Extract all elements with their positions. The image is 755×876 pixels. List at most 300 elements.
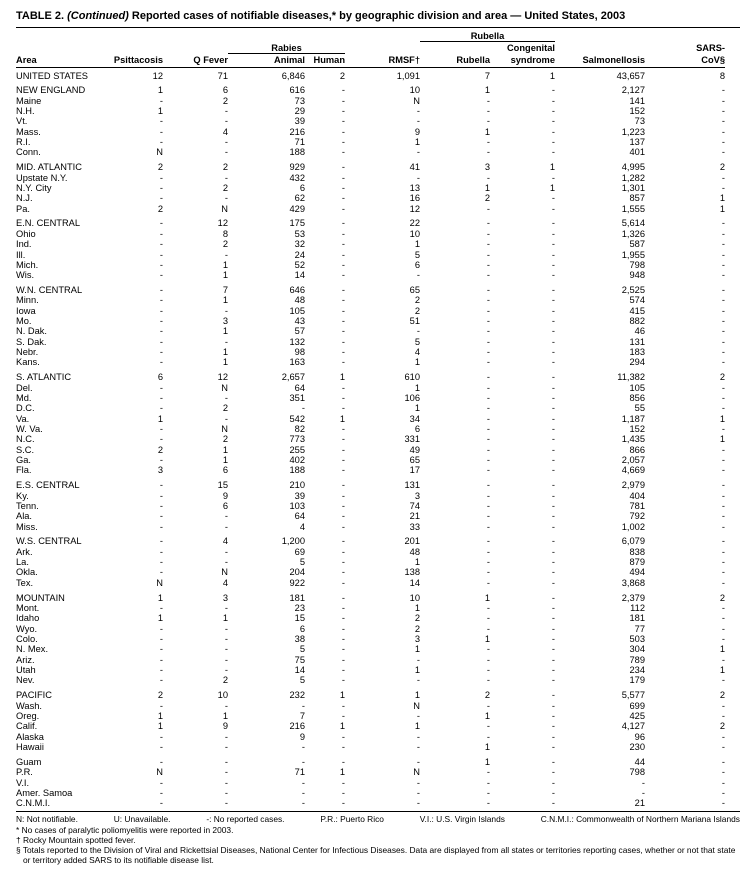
value-cell: 152 — [629, 424, 645, 434]
value-cell: - — [721, 147, 725, 158]
col-header-q-fever: Q Fever — [163, 53, 228, 67]
value-cell: - — [341, 106, 345, 117]
value-cell: - — [551, 557, 555, 568]
value-cell: 179 — [629, 675, 645, 686]
value-cell: 5 — [299, 644, 305, 655]
value-cell: 1 — [414, 239, 420, 250]
table-body — [16, 67, 725, 809]
header-row-rabies-group — [16, 41, 725, 53]
value-cell: 1 — [549, 70, 555, 81]
value-cell: - — [224, 521, 228, 532]
value-cell: - — [721, 336, 725, 347]
value-cell: - — [486, 218, 490, 229]
value-cell: - — [341, 592, 345, 603]
value-cell: - — [341, 316, 345, 327]
value-cell: - — [551, 592, 555, 603]
value-cell: - — [341, 116, 345, 127]
value-cell: - — [341, 665, 345, 676]
value-cell: - — [486, 203, 490, 214]
value-cell: - — [224, 172, 228, 183]
value-cell: - — [224, 137, 228, 148]
value-cell: 2 — [222, 162, 228, 173]
value-cell: 789 — [629, 654, 645, 665]
area-cell: N. Dak. — [16, 326, 47, 337]
area-cell: W.S. CENTRAL — [16, 536, 82, 547]
value-cell: 3 — [222, 592, 228, 603]
value-cell: - — [486, 700, 490, 711]
value-cell: 2 — [719, 162, 725, 173]
area-cell: Kans. — [16, 357, 40, 368]
table-title-prefix: TABLE 2. — [16, 10, 65, 22]
value-cell: - — [159, 536, 163, 547]
value-cell: 96 — [634, 731, 645, 742]
value-cell: - — [551, 613, 555, 624]
table-row — [16, 686, 725, 701]
value-cell: - — [224, 413, 228, 424]
value-cell: - — [224, 731, 228, 742]
value-cell: 29 — [294, 106, 305, 117]
value-cell: - — [159, 316, 163, 327]
value-cell: - — [159, 347, 163, 358]
value-cell: 175 — [289, 218, 305, 229]
value-cell: - — [551, 228, 555, 239]
value-cell: 216 — [289, 721, 305, 732]
table-row — [16, 588, 725, 603]
area-cell: Utah — [16, 665, 36, 676]
value-cell: - — [721, 511, 725, 522]
value-cell: - — [486, 259, 490, 270]
table-row — [16, 532, 725, 547]
value-cell: - — [159, 228, 163, 239]
value-cell: 7 — [222, 285, 228, 296]
value-cell: 2 — [157, 203, 163, 214]
value-cell: - — [341, 567, 345, 578]
table-row — [16, 81, 725, 96]
value-cell: - — [551, 424, 555, 434]
value-cell: 77 — [634, 623, 645, 634]
value-cell: 2 — [719, 592, 725, 603]
value-cell: - — [551, 444, 555, 455]
value-cell: 4 — [222, 126, 228, 137]
value-cell: 294 — [629, 357, 645, 368]
value-cell: - — [159, 798, 163, 809]
value-cell: 216 — [289, 126, 305, 137]
value-cell: - — [159, 270, 163, 281]
value-cell: 138 — [404, 567, 420, 578]
col-header-rabies-human: Human — [305, 53, 345, 67]
value-cell: - — [159, 777, 163, 788]
value-cell: 2 — [719, 721, 725, 732]
value-cell: - — [721, 249, 725, 260]
congenital-header-line1: Congenital — [506, 43, 555, 53]
value-cell: 1 — [484, 182, 490, 193]
value-cell: 48 — [294, 295, 305, 306]
value-cell: 1,955 — [621, 249, 645, 260]
value-cell: - — [301, 787, 305, 798]
value-cell: 1 — [222, 455, 228, 466]
value-cell: - — [641, 787, 645, 798]
table-row — [16, 173, 725, 183]
value-cell: - — [551, 455, 555, 466]
value-cell: - — [159, 654, 163, 665]
area-cell: Miss. — [16, 521, 38, 532]
value-cell: - — [721, 85, 725, 96]
value-cell: - — [416, 270, 420, 281]
value-cell: - — [721, 634, 725, 645]
value-cell: - — [486, 731, 490, 742]
value-cell: - — [486, 613, 490, 624]
value-cell: 234 — [629, 665, 645, 676]
value-cell: - — [721, 218, 725, 229]
value-cell: 62 — [294, 193, 305, 204]
col-header-rmsf: RMSF† — [345, 53, 420, 67]
value-cell: 1 — [414, 665, 420, 676]
value-cell: - — [721, 305, 725, 316]
value-cell: - — [486, 172, 490, 183]
value-cell: - — [486, 147, 490, 158]
area-cell: Tex. — [16, 577, 34, 588]
value-cell: 2 — [222, 434, 228, 445]
table-row — [16, 788, 725, 798]
value-cell: - — [416, 172, 420, 183]
value-cell: 49 — [409, 444, 420, 455]
value-cell: - — [341, 228, 345, 239]
value-cell: - — [721, 521, 725, 532]
value-cell: 6 — [299, 182, 305, 193]
value-cell: - — [551, 218, 555, 229]
value-cell: 13 — [409, 182, 420, 193]
value-cell: - — [486, 137, 490, 148]
value-cell: 1 — [484, 126, 490, 137]
value-cell: 5 — [414, 249, 420, 260]
value-cell: 105 — [289, 305, 305, 316]
value-cell: 2 — [222, 403, 228, 414]
table-row — [16, 414, 725, 424]
value-cell: 5 — [299, 675, 305, 686]
area-cell: Nebr. — [16, 347, 39, 358]
value-cell: - — [341, 536, 345, 547]
value-cell: 48 — [409, 546, 420, 557]
value-cell: - — [224, 249, 228, 260]
value-cell: - — [416, 106, 420, 117]
value-cell: 429 — [289, 203, 305, 214]
value-cell: - — [721, 500, 725, 511]
table-row — [16, 337, 725, 347]
value-cell: 1 — [339, 721, 345, 732]
value-cell: - — [159, 480, 163, 491]
value-cell: 1,326 — [621, 228, 645, 239]
value-cell: 112 — [630, 603, 645, 613]
value-cell: - — [224, 147, 228, 158]
value-cell: - — [416, 675, 420, 686]
value-cell: - — [341, 603, 345, 613]
value-cell: 1 — [157, 721, 163, 732]
value-cell: - — [721, 567, 725, 578]
value-cell: - — [721, 182, 725, 193]
area-cell: Okla. — [16, 567, 38, 578]
value-cell: 432 — [289, 172, 305, 183]
value-cell: 1 — [414, 137, 420, 148]
value-cell: - — [341, 162, 345, 173]
area-cell: Ind. — [16, 239, 32, 250]
value-cell: - — [486, 654, 490, 665]
value-cell: 882 — [629, 316, 645, 327]
table-row — [16, 675, 725, 685]
value-cell: - — [159, 500, 163, 511]
value-cell: - — [486, 116, 490, 127]
area-cell: E.N. CENTRAL — [16, 218, 81, 229]
value-cell: - — [486, 424, 490, 434]
value-cell: 21 — [634, 798, 645, 809]
value-cell: 2 — [157, 162, 163, 173]
value-cell: - — [486, 239, 490, 250]
value-cell: 1,555 — [621, 203, 645, 214]
value-cell: - — [159, 382, 163, 393]
area-cell: Ala. — [16, 511, 33, 522]
value-cell: - — [721, 490, 725, 501]
value-cell: - — [551, 654, 555, 665]
value-cell: - — [486, 403, 490, 414]
value-cell: 2,525 — [621, 285, 645, 296]
value-cell: - — [224, 193, 228, 204]
abbreviation-item: V.I.: U.S. Virgin Islands — [419, 813, 505, 824]
value-cell: 6 — [414, 259, 420, 270]
value-cell: 1 — [222, 270, 228, 281]
abbreviation-item: U: Unavailable. — [113, 813, 171, 824]
value-cell: 132 — [289, 336, 305, 347]
value-cell: 1,282 — [621, 172, 645, 183]
value-cell: 1 — [719, 434, 725, 445]
value-cell: - — [551, 644, 555, 655]
value-cell: - — [341, 741, 345, 752]
table-row — [16, 511, 725, 521]
footnote-section: § Totals reported to the Division of Viral and Rickettsial Diseases, National Center for Infectious Diseases. Data are displayed from all states or territories reporting cases, whether or not that state or territory added SARS to its notifiable disease list. — [16, 844, 736, 865]
table-title-continued: (Continued) — [64, 10, 129, 22]
col-header-congenital-syndrome: syndrome — [490, 53, 555, 67]
value-cell: 4 — [299, 521, 305, 532]
value-cell: 24 — [294, 249, 305, 260]
value-cell: 9 — [299, 731, 305, 742]
header-spacer — [555, 29, 725, 41]
value-cell: 46 — [634, 326, 645, 337]
value-cell: - — [301, 777, 305, 788]
value-cell: 838 — [629, 546, 645, 557]
value-cell: 6 — [414, 424, 420, 434]
area-cell: MOUNTAIN — [16, 592, 65, 603]
value-cell: - — [341, 623, 345, 634]
value-cell: - — [159, 731, 163, 742]
col-header-psittacosis: Psittacosis — [106, 53, 163, 67]
value-cell: 34 — [409, 413, 420, 424]
table-row — [16, 557, 725, 567]
header-spacer — [555, 41, 645, 53]
table-row — [16, 193, 725, 203]
area-cell: Ga. — [16, 455, 31, 466]
area-cell: NEW ENGLAND — [16, 85, 86, 96]
value-cell: 14 — [409, 577, 420, 588]
value-cell: 9 — [222, 721, 228, 732]
table-row — [16, 578, 725, 588]
value-cell: 181 — [289, 592, 305, 603]
value-cell: - — [486, 546, 490, 557]
area-cell: Hawaii — [16, 741, 44, 752]
value-cell: - — [416, 654, 420, 665]
value-cell: - — [159, 434, 163, 445]
table-row — [16, 445, 725, 455]
value-cell: 188 — [289, 465, 305, 476]
value-cell: 73 — [634, 116, 645, 127]
area-cell: Oreg. — [16, 710, 40, 721]
value-cell: - — [721, 228, 725, 239]
value-cell: - — [721, 382, 725, 393]
value-cell: 152 — [629, 106, 645, 117]
area-cell: Upstate N.Y. — [16, 172, 68, 183]
value-cell: N — [221, 567, 228, 578]
value-cell: - — [341, 424, 345, 434]
area-cell: N. Mex. — [16, 644, 49, 655]
value-cell: 12 — [409, 203, 420, 214]
value-cell: - — [551, 731, 555, 742]
table-row — [16, 67, 725, 81]
value-cell: - — [341, 259, 345, 270]
value-cell: 1 — [414, 403, 420, 414]
value-cell: 232 — [289, 690, 305, 701]
value-cell: - — [341, 326, 345, 337]
value-cell: - — [721, 700, 725, 711]
value-cell: 6 — [157, 372, 163, 383]
value-cell: - — [551, 511, 555, 522]
value-cell: - — [551, 336, 555, 347]
abbreviation-item: -: No reported cases. — [206, 813, 285, 824]
value-cell: 1 — [549, 182, 555, 193]
value-cell: - — [416, 787, 420, 798]
value-cell: 1 — [414, 603, 420, 613]
area-cell: Conn. — [16, 147, 41, 158]
value-cell: - — [721, 285, 725, 296]
value-cell: - — [224, 777, 228, 788]
value-cell: 12 — [217, 218, 228, 229]
value-cell: - — [551, 700, 555, 711]
value-cell: - — [551, 634, 555, 645]
value-cell: 1 — [222, 357, 228, 368]
value-cell: 12 — [217, 372, 228, 383]
value-cell: 1 — [719, 193, 725, 204]
value-cell: - — [721, 756, 725, 767]
area-cell: PACIFIC — [16, 690, 52, 701]
value-cell: 1 — [157, 85, 163, 96]
value-cell: - — [341, 434, 345, 445]
value-cell: - — [486, 511, 490, 522]
value-cell: - — [486, 434, 490, 445]
table-row — [16, 250, 725, 260]
value-cell: - — [224, 741, 228, 752]
value-cell: - — [159, 357, 163, 368]
value-cell: 1 — [484, 741, 490, 752]
value-cell: - — [721, 172, 725, 183]
value-cell: 1 — [484, 634, 490, 645]
area-cell: N.H. — [16, 106, 35, 117]
value-cell: - — [159, 249, 163, 260]
area-cell: Ark. — [16, 546, 33, 557]
value-cell: - — [341, 126, 345, 137]
footnote-asterisk: * No cases of paralytic poliomyelitis were reported in 2003. — [16, 824, 234, 835]
value-cell: - — [159, 193, 163, 204]
value-cell: - — [551, 567, 555, 578]
header-spacer — [345, 41, 420, 53]
table-title-rest: Reported cases of notifiable diseases,* by geographic division and area — United States, 2003 — [128, 10, 626, 22]
value-cell: - — [551, 193, 555, 204]
value-cell: 55 — [634, 403, 645, 414]
value-cell: - — [551, 536, 555, 547]
value-cell: 69 — [294, 546, 305, 557]
value-cell: - — [159, 490, 163, 501]
value-cell: - — [551, 116, 555, 127]
value-cell: 57 — [294, 326, 305, 337]
value-cell: - — [486, 285, 490, 296]
value-cell: - — [721, 546, 725, 557]
footnotes — [16, 814, 740, 865]
value-cell: - — [341, 521, 345, 532]
table-row — [16, 732, 725, 742]
value-cell: 71 — [294, 137, 305, 148]
value-cell: 65 — [409, 455, 420, 466]
table-row — [16, 613, 725, 623]
value-cell: 4,127 — [621, 721, 645, 732]
value-cell: - — [721, 741, 725, 752]
value-cell: - — [721, 326, 725, 337]
value-cell: - — [341, 675, 345, 686]
value-cell: - — [159, 326, 163, 337]
value-cell: 2 — [157, 444, 163, 455]
value-cell: - — [341, 172, 345, 183]
header-row-rubella-group — [16, 29, 725, 41]
value-cell: 1 — [719, 413, 725, 424]
value-cell: 1 — [157, 613, 163, 624]
value-cell: 14 — [294, 665, 305, 676]
value-cell: - — [341, 731, 345, 742]
value-cell: - — [486, 767, 490, 778]
area-cell: La. — [16, 557, 29, 568]
table-row — [16, 347, 725, 357]
value-cell: 2 — [222, 675, 228, 686]
value-cell: - — [159, 259, 163, 270]
value-cell: 74 — [409, 500, 420, 511]
value-cell: - — [721, 444, 725, 455]
value-cell: - — [551, 326, 555, 337]
value-cell: - — [486, 536, 490, 547]
value-cell: - — [341, 644, 345, 655]
value-cell: - — [416, 116, 420, 127]
value-cell: 574 — [629, 295, 645, 306]
value-cell: - — [224, 623, 228, 634]
value-cell: 2 — [414, 295, 420, 306]
value-cell: N — [156, 577, 163, 588]
value-cell: - — [486, 500, 490, 511]
value-cell: 6,846 — [281, 70, 305, 81]
value-cell: - — [551, 665, 555, 676]
area-cell: Tenn. — [16, 500, 39, 511]
value-cell: - — [486, 675, 490, 686]
value-cell: - — [416, 798, 420, 809]
value-cell: - — [224, 634, 228, 645]
value-cell: - — [721, 777, 725, 788]
value-cell: - — [551, 546, 555, 557]
value-cell: - — [341, 577, 345, 588]
value-cell: 98 — [294, 347, 305, 358]
value-cell: - — [486, 228, 490, 239]
value-cell: 1 — [339, 690, 345, 701]
value-cell: - — [301, 700, 305, 711]
